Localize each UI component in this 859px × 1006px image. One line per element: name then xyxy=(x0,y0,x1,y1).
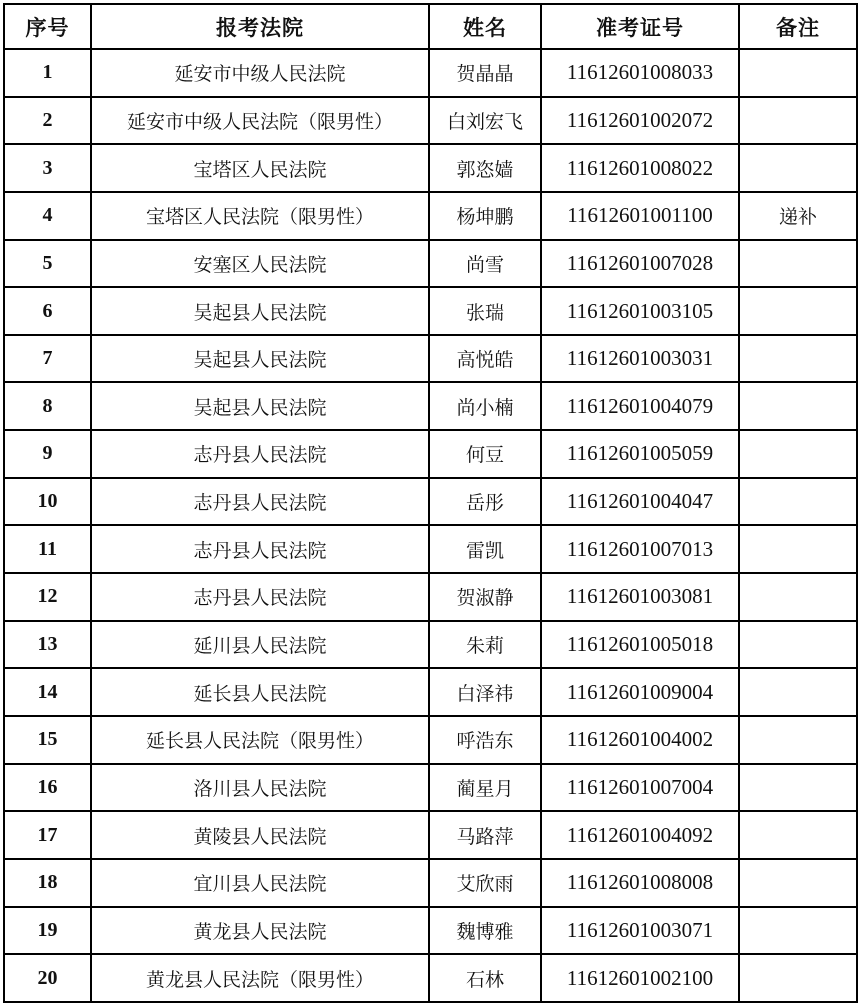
cell-index: 4 xyxy=(4,192,91,240)
cell-ticket: 11612601004002 xyxy=(541,716,739,764)
cell-ticket: 11612601008033 xyxy=(541,49,739,97)
cell-index: 7 xyxy=(4,335,91,383)
cell-name: 杨坤鹏 xyxy=(429,192,541,240)
cell-ticket: 11612601008022 xyxy=(541,144,739,192)
cell-court: 宝塔区人民法院 xyxy=(91,144,429,192)
cell-name: 张瑞 xyxy=(429,287,541,335)
cell-index: 17 xyxy=(4,811,91,859)
cell-remark xyxy=(739,287,857,335)
cell-court: 吴起县人民法院 xyxy=(91,287,429,335)
cell-remark xyxy=(739,478,857,526)
cell-court: 洛川县人民法院 xyxy=(91,764,429,812)
cell-name: 雷凯 xyxy=(429,525,541,573)
cell-index: 9 xyxy=(4,430,91,478)
table-row xyxy=(4,859,857,907)
col-header-court: 报考法院 xyxy=(91,4,429,49)
table-row xyxy=(4,764,857,812)
cell-ticket: 11612601003105 xyxy=(541,287,739,335)
cell-remark xyxy=(739,716,857,764)
cell-ticket: 11612601003081 xyxy=(541,573,739,621)
cell-remark xyxy=(739,811,857,859)
table-row xyxy=(4,811,857,859)
col-header-ticket: 准考证号 xyxy=(541,4,739,49)
cell-index: 5 xyxy=(4,240,91,288)
candidate-roster-table xyxy=(3,3,858,1003)
cell-remark xyxy=(739,240,857,288)
cell-index: 14 xyxy=(4,668,91,716)
table-row xyxy=(4,382,857,430)
table-row xyxy=(4,97,857,145)
cell-name: 石林 xyxy=(429,954,541,1002)
cell-index: 19 xyxy=(4,907,91,955)
cell-index: 18 xyxy=(4,859,91,907)
cell-name: 贺晶晶 xyxy=(429,49,541,97)
cell-remark xyxy=(739,954,857,1002)
cell-ticket: 11612601007013 xyxy=(541,525,739,573)
cell-ticket: 11612601002072 xyxy=(541,97,739,145)
cell-index: 6 xyxy=(4,287,91,335)
col-header-name: 姓名 xyxy=(429,4,541,49)
cell-ticket: 11612601004047 xyxy=(541,478,739,526)
cell-index: 20 xyxy=(4,954,91,1002)
cell-court: 志丹县人民法院 xyxy=(91,573,429,621)
cell-name: 呼浩东 xyxy=(429,716,541,764)
cell-ticket: 11612601007028 xyxy=(541,240,739,288)
table-row xyxy=(4,954,857,1002)
table-row xyxy=(4,144,857,192)
cell-remark xyxy=(739,907,857,955)
cell-name: 尚雪 xyxy=(429,240,541,288)
cell-index: 12 xyxy=(4,573,91,621)
cell-name: 朱莉 xyxy=(429,621,541,669)
cell-court: 延安市中级人民法院（限男性） xyxy=(91,97,429,145)
cell-index: 13 xyxy=(4,621,91,669)
cell-remark xyxy=(739,668,857,716)
cell-remark xyxy=(739,382,857,430)
col-header-index: 序号 xyxy=(4,4,91,49)
cell-remark xyxy=(739,97,857,145)
cell-index: 8 xyxy=(4,382,91,430)
cell-remark xyxy=(739,859,857,907)
table-row xyxy=(4,240,857,288)
cell-name: 白泽祎 xyxy=(429,668,541,716)
cell-ticket: 11612601008008 xyxy=(541,859,739,907)
cell-index: 3 xyxy=(4,144,91,192)
cell-court: 吴起县人民法院 xyxy=(91,335,429,383)
cell-ticket: 11612601002100 xyxy=(541,954,739,1002)
table-row xyxy=(4,287,857,335)
table-row xyxy=(4,716,857,764)
cell-name: 高悦皓 xyxy=(429,335,541,383)
table-row xyxy=(4,192,857,240)
cell-index: 11 xyxy=(4,525,91,573)
cell-court: 志丹县人民法院 xyxy=(91,430,429,478)
cell-ticket: 11612601003031 xyxy=(541,335,739,383)
table-row xyxy=(4,573,857,621)
cell-ticket: 11612601007004 xyxy=(541,764,739,812)
cell-remark xyxy=(739,764,857,812)
cell-court: 安塞区人民法院 xyxy=(91,240,429,288)
table-body xyxy=(4,49,857,1002)
cell-court: 黄龙县人民法院 xyxy=(91,907,429,955)
cell-ticket: 11612601003071 xyxy=(541,907,739,955)
cell-name: 贺淑静 xyxy=(429,573,541,621)
cell-ticket: 11612601004092 xyxy=(541,811,739,859)
cell-remark xyxy=(739,335,857,383)
cell-court: 宝塔区人民法院（限男性） xyxy=(91,192,429,240)
cell-remark xyxy=(739,525,857,573)
cell-remark xyxy=(739,573,857,621)
table-row xyxy=(4,430,857,478)
cell-remark xyxy=(739,144,857,192)
cell-remark: 递补 xyxy=(739,192,857,240)
cell-name: 艾欣雨 xyxy=(429,859,541,907)
col-header-remark: 备注 xyxy=(739,4,857,49)
cell-name: 何豆 xyxy=(429,430,541,478)
cell-court: 延长县人民法院（限男性） xyxy=(91,716,429,764)
cell-remark xyxy=(739,621,857,669)
cell-name: 岳彤 xyxy=(429,478,541,526)
cell-name: 蔺星月 xyxy=(429,764,541,812)
cell-court: 吴起县人民法院 xyxy=(91,382,429,430)
cell-name: 魏博雅 xyxy=(429,907,541,955)
cell-ticket: 11612601009004 xyxy=(541,668,739,716)
cell-index: 16 xyxy=(4,764,91,812)
table-row xyxy=(4,621,857,669)
cell-ticket: 11612601001100 xyxy=(541,192,739,240)
table-row xyxy=(4,668,857,716)
table-row xyxy=(4,49,857,97)
cell-name: 马路萍 xyxy=(429,811,541,859)
cell-court: 延川县人民法院 xyxy=(91,621,429,669)
cell-index: 1 xyxy=(4,49,91,97)
table-row xyxy=(4,478,857,526)
table-row xyxy=(4,525,857,573)
cell-court: 志丹县人民法院 xyxy=(91,478,429,526)
cell-name: 白刘宏飞 xyxy=(429,97,541,145)
cell-court: 宜川县人民法院 xyxy=(91,859,429,907)
table-header-row xyxy=(4,4,857,49)
cell-court: 黄陵县人民法院 xyxy=(91,811,429,859)
cell-court: 延长县人民法院 xyxy=(91,668,429,716)
cell-court: 延安市中级人民法院 xyxy=(91,49,429,97)
cell-name: 郭恣嫱 xyxy=(429,144,541,192)
table-row xyxy=(4,335,857,383)
cell-ticket: 11612601005059 xyxy=(541,430,739,478)
table-row xyxy=(4,907,857,955)
cell-ticket: 11612601004079 xyxy=(541,382,739,430)
cell-index: 10 xyxy=(4,478,91,526)
cell-index: 15 xyxy=(4,716,91,764)
cell-name: 尚小楠 xyxy=(429,382,541,430)
table-header xyxy=(4,4,857,49)
cell-remark xyxy=(739,430,857,478)
cell-remark xyxy=(739,49,857,97)
cell-court: 黄龙县人民法院（限男性） xyxy=(91,954,429,1002)
cell-ticket: 11612601005018 xyxy=(541,621,739,669)
cell-court: 志丹县人民法院 xyxy=(91,525,429,573)
cell-index: 2 xyxy=(4,97,91,145)
